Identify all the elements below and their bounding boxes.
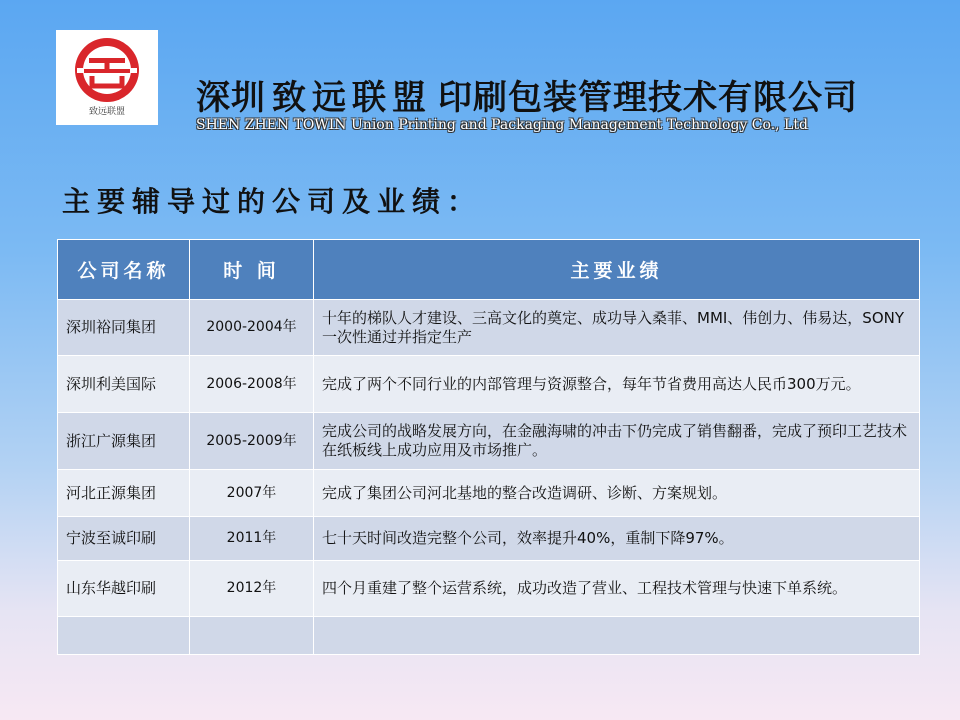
header-time: 时 间 <box>190 240 314 300</box>
cell-company: 深圳利美国际 <box>58 356 190 413</box>
cell-performance: 完成了两个不同行业的内部管理与资源整合，每年节省费用高达人民币300万元。 <box>314 356 920 413</box>
cell-performance: 完成了集团公司河北基地的整合改造调研、诊断、方案规划。 <box>314 470 920 517</box>
table-header-row <box>58 240 920 300</box>
company-name-city: 深圳 <box>196 78 266 118</box>
header-company: 公司名称 <box>58 240 190 300</box>
logo-caption: 致远联盟 <box>88 107 125 117</box>
cell-company: 深圳裕同集团 <box>58 300 190 356</box>
cell-performance: 十年的梯队人才建设、三高文化的奠定、成功导入桑菲、MMI、伟创力、伟易达，SONY一次性通过并指定生产 <box>314 300 920 356</box>
table-row <box>58 356 920 413</box>
cell-company: 河北正源集团 <box>58 470 190 517</box>
cell-company: 浙江广源集团 <box>58 413 190 470</box>
table-row-empty <box>58 617 920 655</box>
table-row <box>58 517 920 561</box>
cell-company: 宁波至诚印刷 <box>58 517 190 561</box>
cell-performance: 完成公司的战略发展方向，在金融海啸的冲击下仍完成了销售翻番，完成了预印工艺技术在纸板线上成功应用及市场推广。 <box>314 413 920 470</box>
cell-time: 2000-2004年 <box>190 300 314 356</box>
cell-company: 山东华越印刷 <box>58 561 190 617</box>
company-name-brand: 致远联盟 <box>272 78 432 118</box>
cell-time: 2012年 <box>190 561 314 617</box>
company-logo <box>56 30 158 125</box>
company-name-rest: 印刷包装管理技术有限公司 <box>438 78 858 118</box>
header-performance: 主要业绩 <box>314 240 920 300</box>
table-row <box>58 413 920 470</box>
table-row <box>58 300 920 356</box>
company-name-en: SHEN ZHEN TOWIN Union Printing and Packaging Management Technology Co., Ltd <box>196 117 808 133</box>
cell-time <box>190 617 314 655</box>
table-row <box>58 470 920 517</box>
cell-performance <box>314 617 920 655</box>
cell-time: 2011年 <box>190 517 314 561</box>
cell-performance: 七十天时间改造完整个公司，效率提升40%，重制下降97%。 <box>314 517 920 561</box>
company-name-cn <box>196 70 936 119</box>
cell-performance: 四个月重建了整个运营系统，成功改造了营业、工程技术管理与快速下单系统。 <box>314 561 920 617</box>
cell-time: 2006-2008年 <box>190 356 314 413</box>
section-title: 主要辅导过的公司及业绩： <box>62 185 483 218</box>
performance-table <box>57 239 920 655</box>
cell-company <box>58 617 190 655</box>
cell-time: 2005-2009年 <box>190 413 314 470</box>
table-row <box>58 561 920 617</box>
cell-time: 2007年 <box>190 470 314 517</box>
